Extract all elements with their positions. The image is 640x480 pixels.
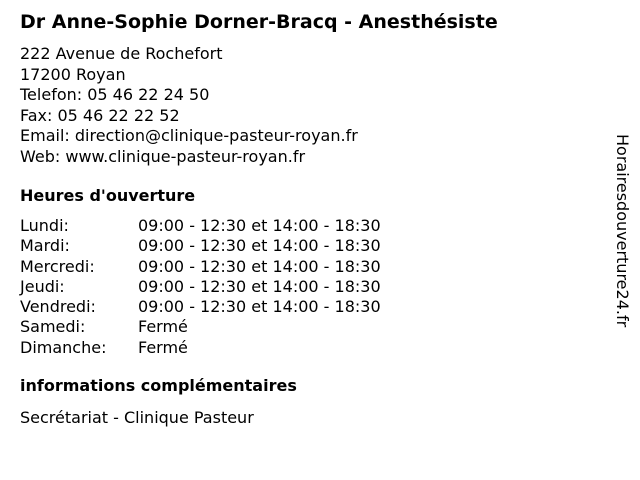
address-street: 222 Avenue de Rochefort: [20, 44, 223, 63]
hours-day-label: Mardi:: [20, 236, 70, 256]
site-watermark: Horairesdouverture24.fr: [613, 134, 632, 328]
hours-row: [20, 277, 610, 297]
hours-time-value: 09:00 - 12:30 et 14:00 - 18:30: [138, 256, 381, 276]
hours-day-label: Mercredi:: [20, 256, 95, 276]
opening-hours-table: [20, 216, 610, 358]
hours-row: [20, 338, 610, 358]
hours-day-label: Dimanche:: [20, 337, 107, 357]
hours-row: [20, 257, 610, 277]
hours-day-label: Jeudi:: [20, 276, 65, 296]
page-title: Dr Anne-Sophie Dorner-Bracq - Anesthésiste: [20, 11, 498, 33]
hours-time-value: 09:00 - 12:30 et 14:00 - 18:30: [138, 297, 381, 317]
hours-row: [20, 317, 610, 337]
email-address: Email: direction@clinique-pasteur-royan.fr: [20, 126, 358, 145]
additional-info-heading: informations complémentaires: [20, 376, 297, 396]
hours-row: [20, 236, 610, 256]
hours-time-value: Fermé: [138, 317, 188, 337]
hours-time-value: Fermé: [138, 337, 188, 357]
hours-time-value: 09:00 - 12:30 et 14:00 - 18:30: [138, 216, 381, 235]
hours-time-value: 09:00 - 12:30 et 14:00 - 18:30: [138, 276, 381, 296]
hours-day-label: Vendredi:: [20, 297, 96, 317]
fax-number: Fax: 05 46 22 22 52: [20, 105, 180, 125]
contact-block: [20, 44, 610, 167]
hours-time-value: 09:00 - 12:30 et 14:00 - 18:30: [138, 236, 381, 256]
business-card: [20, 0, 610, 428]
website-address: Web: www.clinique-pasteur-royan.fr: [20, 146, 306, 166]
hours-day-label: Lundi:: [20, 216, 69, 235]
hours-day-label: Samedi:: [20, 317, 86, 337]
additional-info-text: Secrétariat - Clinique Pasteur: [20, 408, 254, 428]
hours-row: [20, 216, 610, 236]
address-city: 17200 Royan: [20, 64, 126, 84]
opening-hours-heading: Heures d'ouverture: [20, 186, 196, 205]
hours-row: [20, 297, 610, 317]
phone-number: Telefon: 05 46 22 24 50: [20, 85, 210, 104]
